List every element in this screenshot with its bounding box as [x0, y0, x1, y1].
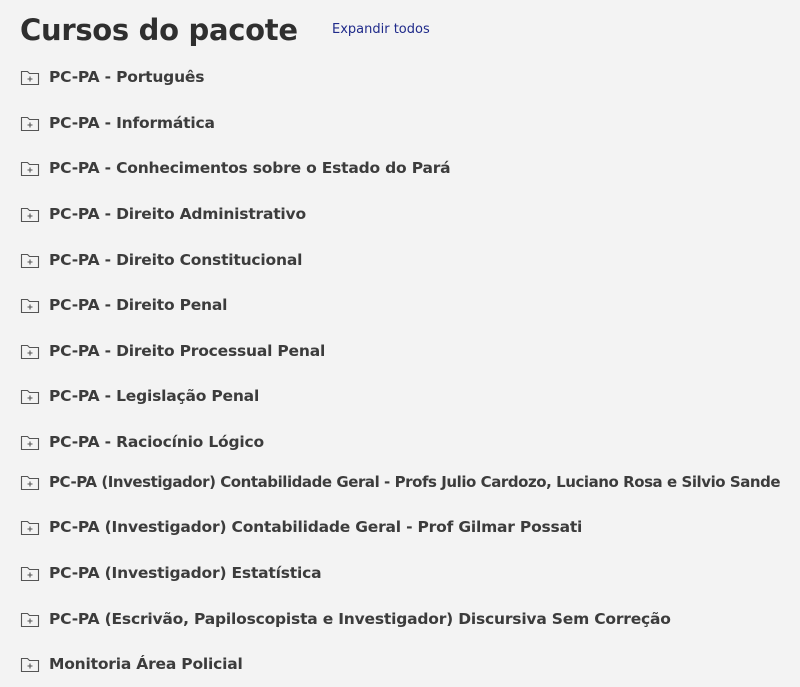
course-label: PC-PA (Investigador) Contabilidade Geral - Prof Gilmar Possati	[49, 518, 583, 536]
course-label: PC-PA - Português	[49, 68, 205, 86]
course-label: PC-PA (Escrivão, Papiloscopista e Investigador) Discursiva Sem Correção	[49, 610, 671, 628]
folder-plus-icon	[20, 159, 40, 177]
course-item[interactable]	[20, 293, 227, 317]
course-item[interactable]	[20, 339, 325, 363]
course-label: PC-PA (Investigador) Contabilidade Geral - Profs Julio Cardozo, Luciano Rosa e Silvio Sande	[49, 473, 781, 491]
course-label: PC-PA - Direito Constitucional	[49, 251, 303, 269]
course-item[interactable]	[20, 652, 243, 676]
course-item[interactable]	[20, 156, 450, 180]
folder-plus-icon	[20, 68, 40, 86]
folder-plus-icon	[20, 655, 40, 673]
folder-plus-icon	[20, 342, 40, 360]
course-item[interactable]	[20, 202, 306, 226]
course-item[interactable]	[20, 111, 215, 135]
folder-plus-icon	[20, 473, 40, 491]
folder-plus-icon	[20, 518, 40, 536]
folder-plus-icon	[20, 251, 40, 269]
course-label: PC-PA - Direito Processual Penal	[49, 342, 326, 360]
course-label: PC-PA - Raciocínio Lógico	[49, 433, 264, 451]
folder-plus-icon	[20, 387, 40, 405]
page-title: Cursos do pacote	[20, 13, 298, 47]
course-item[interactable]	[20, 65, 204, 89]
course-item[interactable]	[20, 248, 302, 272]
folder-plus-icon	[20, 296, 40, 314]
course-item[interactable]	[20, 607, 671, 631]
folder-plus-icon	[20, 610, 40, 628]
course-item[interactable]	[20, 561, 321, 585]
folder-plus-icon	[20, 205, 40, 223]
folder-plus-icon	[20, 114, 40, 132]
course-label: Monitoria Área Policial	[49, 655, 243, 673]
course-item[interactable]	[20, 470, 780, 494]
course-label: PC-PA (Investigador) Estatística	[49, 564, 322, 582]
folder-plus-icon	[20, 433, 40, 451]
course-label: PC-PA - Legislação Penal	[49, 387, 260, 405]
course-label: PC-PA - Direito Administrativo	[49, 205, 306, 223]
page-header	[20, 10, 298, 50]
course-label: PC-PA - Conhecimentos sobre o Estado do Pará	[49, 159, 451, 177]
course-item[interactable]	[20, 515, 582, 539]
course-label: PC-PA - Informática	[49, 114, 215, 132]
expand-all-link[interactable]: Expandir todos	[332, 22, 430, 37]
course-label: PC-PA - Direito Penal	[49, 296, 228, 314]
course-item[interactable]	[20, 430, 264, 454]
course-item[interactable]	[20, 384, 259, 408]
folder-plus-icon	[20, 564, 40, 582]
